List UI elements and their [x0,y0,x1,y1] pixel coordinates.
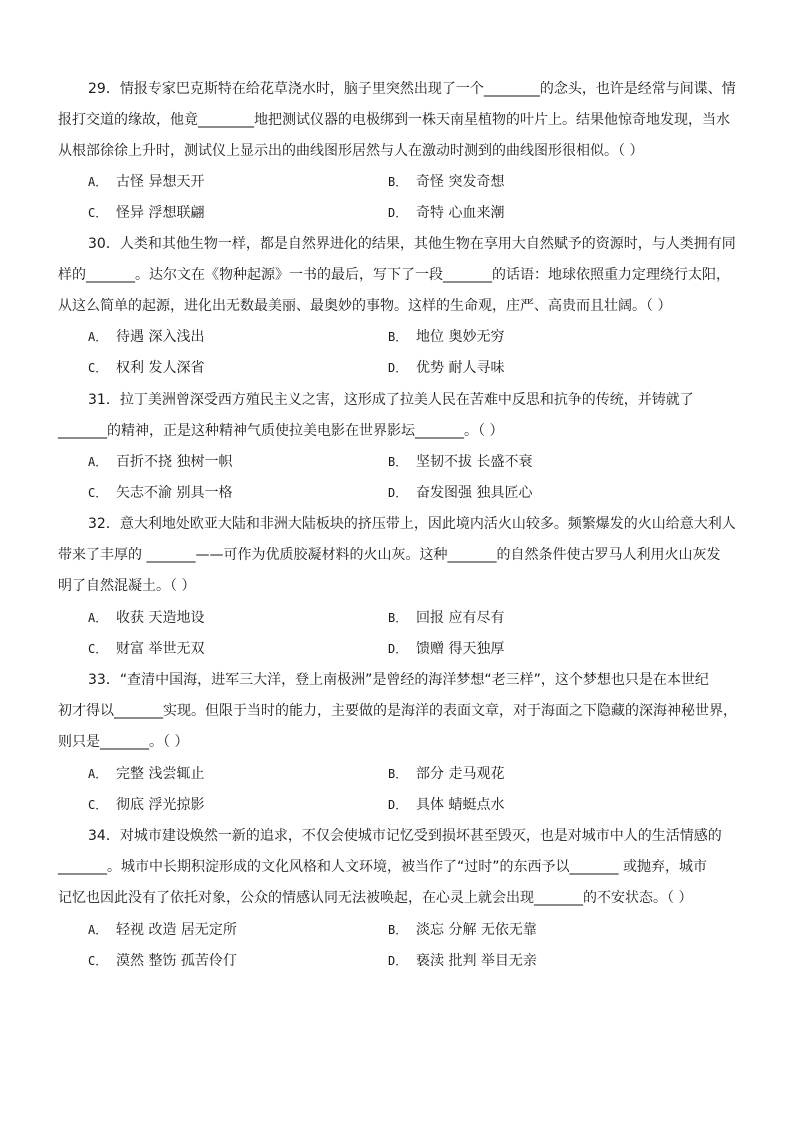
option-d[interactable]: D． 馈赠 得天独厚 [388,641,505,657]
question-34 [58,821,738,914]
options-34 [88,915,688,977]
option-c[interactable]: C． 彻底 浮光掠影 [88,797,205,813]
question-31 [58,385,738,447]
options-33 [88,759,688,821]
question-text-line: 记忆也因此没有了依托对象，公众的情感认同无法被唤起，在心灵上就会出现_______的不安状态。（ ） [58,890,693,906]
options-30 [88,322,688,384]
option-d[interactable]: D． 亵渎 批判 举目无亲 [388,953,537,969]
question-text-line: _______。城市中长期积淀形成的文化风格和人文环境，被当作了“过时”的东西予以_______ 或抛弃，城市 [58,859,707,875]
question-33 [58,665,738,758]
option-a[interactable]: A． 待遇 深入浅出 [88,329,205,345]
question-29 [58,74,738,167]
question-32 [58,509,738,602]
question-text-line: 报打交道的缘故，他竟________地把测试仪器的电极绑到一株天南星植物的叶片上。结果他惊奇地发现，当水 [58,112,730,128]
option-b[interactable]: B． 地位 奥妙无穷 [388,329,505,345]
options-31 [88,447,688,509]
option-b[interactable]: B． 奇怪 突发奇想 [388,174,505,190]
question-text-line: 从这么简单的起源，进化出无数最美丽、最奥妙的事物。这样的生命观，庄严、高贵而且壮阔。（ ） [58,298,672,314]
question-text-line: 初才得以_______实现。但限于当时的能力，主要做的是海洋的表面文章，对于海面之下隐藏的深海神秘世界， [58,703,737,719]
option-a[interactable]: A． 百折不挠 独树一帜 [88,454,233,470]
option-d[interactable]: D． 奇特 心血来潮 [388,205,505,221]
question-text-line: 30．人类和其他生物一样，都是自然界进化的结果，其他生物在享用大自然赋予的资源时，与人类拥有同 [88,236,736,252]
question-text-line: 样的_______。达尔文在《物种起源》一书的最后，写下了一段_______的话语：地球依照重力定理绕行太阳， [58,267,730,283]
option-c[interactable]: C． 权利 发人深省 [88,360,205,376]
options-29 [88,167,688,229]
option-a[interactable]: A． 完整 浅尝辄止 [88,766,205,782]
question-text-line: 33．“查清中国海，进军三大洋，登上南极洲”是曾经的海洋梦想“老三样”，这个梦想也只是在本世纪 [88,672,709,688]
option-d[interactable]: D． 奋发图强 独具匠心 [388,485,533,501]
option-d[interactable]: D． 优势 耐人寻味 [388,360,505,376]
question-text-line: 带来了丰厚的 _______——可作为优质胶凝材料的火山灰。这种_______的自然条件使古罗马人利用火山灰发 [58,547,721,563]
option-c[interactable]: C． 财富 举世无双 [88,641,205,657]
option-b[interactable]: B． 坚韧不拔 长盛不衰 [388,454,533,470]
question-text-line: _______的精神，正是这种精神气质使拉美电影在世界影坛_______。（ ） [58,423,504,439]
question-text-line: 34．对城市建设焕然一新的追求，不仅会使城市记忆受到损坏甚至毁灭，也是对城市中人的生活情感的 [88,828,722,844]
question-text-line: 29．情报专家巴克斯特在给花草浇水时，脑子里突然出现了一个________的念头，也许是经常与间谍、情 [88,81,736,97]
option-c[interactable]: C． 漠然 整饬 孤苦伶仃 [88,953,237,969]
option-a[interactable]: A． 古怪 异想天开 [88,174,205,190]
option-a[interactable]: A． 收获 天造地设 [88,610,205,626]
option-a[interactable]: A． 轻视 改造 居无定所 [88,922,237,938]
question-text-line: 31．拉丁美洲曾深受西方殖民主义之害，这形成了拉美人民在苦难中反思和抗争的传统，并铸就了 [88,392,694,408]
question-30 [58,229,738,322]
option-c[interactable]: C． 怪异 浮想联翩 [88,205,205,221]
option-d[interactable]: D． 具体 蜻蜓点水 [388,797,505,813]
options-32 [88,603,688,665]
question-text-line: 从根部徐徐上升时，测试仪上显示出的曲线图形居然与人在激动时测到的曲线图形很相似。（ ） [58,143,644,159]
option-b[interactable]: B． 淡忘 分解 无依无靠 [388,922,537,938]
question-text-line: 32．意大利地处欧亚大陆和非洲大陆板块的挤压带上，因此境内活火山较多。频繁爆发的火山给意大利人 [88,516,736,532]
question-text-line: 则只是_______。（ ） [58,734,189,750]
option-c[interactable]: C． 矢志不渝 别具一格 [88,485,233,501]
option-b[interactable]: B． 回报 应有尽有 [388,610,505,626]
question-text-line: 明了自然混凝土。（ ） [58,578,196,594]
option-b[interactable]: B． 部分 走马观花 [388,766,505,782]
